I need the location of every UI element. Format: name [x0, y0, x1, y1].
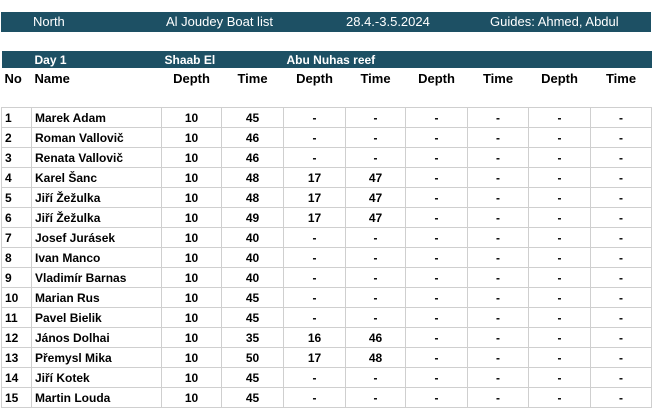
time-cell: 40 [222, 228, 284, 248]
depth-cell: 10 [162, 228, 222, 248]
time-cell: - [468, 368, 529, 388]
column-header-row [2, 68, 652, 88]
spacer-row [2, 88, 652, 108]
row-number: 8 [2, 248, 32, 268]
depth-cell: 10 [162, 348, 222, 368]
depth-cell: - [529, 288, 591, 308]
table-row [2, 288, 652, 308]
time-cell: - [591, 168, 652, 188]
diver-name: János Dolhai [32, 328, 162, 348]
depth-cell: 10 [162, 208, 222, 228]
depth-cell: - [284, 368, 346, 388]
time-cell: - [468, 248, 529, 268]
depth-cell: 10 [162, 108, 222, 128]
time-cell: - [346, 388, 406, 408]
table-row [2, 328, 652, 348]
depth-cell: - [406, 268, 468, 288]
time-cell: - [591, 348, 652, 368]
depth-cell: - [529, 368, 591, 388]
time-cell: - [346, 108, 406, 128]
row-number: 11 [2, 308, 32, 328]
diver-name: Jiří Kotek [32, 368, 162, 388]
depth-cell: - [406, 128, 468, 148]
row-number: 2 [2, 128, 32, 148]
depth-cell: - [529, 108, 591, 128]
guides-label: Guides: Ahmed, Abdul [490, 14, 619, 29]
time-cell: 50 [222, 348, 284, 368]
depth-cell: - [284, 388, 346, 408]
time-cell: - [468, 168, 529, 188]
row-number: 3 [2, 148, 32, 168]
dive-site-1: Shaab El [162, 51, 284, 68]
depth-cell: - [529, 388, 591, 408]
time-cell: 45 [222, 368, 284, 388]
depth-cell: 17 [284, 348, 346, 368]
time-cell: - [468, 268, 529, 288]
depth-cell: 10 [162, 268, 222, 288]
row-number: 1 [2, 108, 32, 128]
time-cell: - [468, 128, 529, 148]
depth-cell: - [284, 128, 346, 148]
time-cell: - [346, 288, 406, 308]
time-cell: - [591, 108, 652, 128]
day-label: Day 1 [32, 51, 162, 68]
diver-name: Karel Šanc [32, 168, 162, 188]
table-row [2, 268, 652, 288]
column-header: Time [360, 70, 391, 86]
diver-name: Renata Vallovič [32, 148, 162, 168]
time-cell: - [591, 268, 652, 288]
time-cell: 45 [222, 288, 284, 308]
column-header: Time [482, 70, 514, 86]
diver-name: Jiří Žežulka [32, 208, 162, 228]
depth-cell: 10 [162, 308, 222, 328]
depth-cell: - [284, 268, 346, 288]
depth-cell: - [284, 308, 346, 328]
depth-cell: - [529, 228, 591, 248]
boat-name: Al Joudey Boat list [166, 14, 273, 29]
row-number: 6 [2, 208, 32, 228]
title-bar [1, 12, 651, 32]
day-header-row [2, 51, 652, 68]
column-header: Name [34, 70, 70, 86]
time-cell: 46 [222, 128, 284, 148]
depth-cell: - [406, 168, 468, 188]
depth-cell: - [284, 288, 346, 308]
depth-cell: - [284, 248, 346, 268]
depth-cell: 10 [162, 188, 222, 208]
table-row [2, 168, 652, 188]
depth-cell: 10 [162, 288, 222, 308]
time-cell: - [468, 348, 529, 368]
diver-name: Marek Adam [32, 108, 162, 128]
depth-cell: - [406, 328, 468, 348]
table-row [2, 128, 652, 148]
time-cell: - [591, 228, 652, 248]
time-cell: - [346, 228, 406, 248]
depth-cell: - [529, 168, 591, 188]
depth-cell: - [284, 228, 346, 248]
time-cell: 45 [222, 388, 284, 408]
depth-cell: - [284, 108, 346, 128]
depth-cell: - [406, 108, 468, 128]
column-header: Time [237, 70, 268, 86]
time-cell: - [468, 188, 529, 208]
time-cell: - [591, 128, 652, 148]
time-cell: - [468, 288, 529, 308]
table-row [2, 388, 652, 408]
dive-log-table [1, 51, 652, 408]
column-header: Depth [418, 70, 455, 86]
row-number: 14 [2, 368, 32, 388]
time-cell: 48 [346, 348, 406, 368]
time-cell: - [346, 148, 406, 168]
row-number: 9 [2, 268, 32, 288]
time-cell: - [468, 308, 529, 328]
table-row [2, 248, 652, 268]
time-cell: 49 [222, 208, 284, 228]
time-cell: 45 [222, 108, 284, 128]
time-cell: - [591, 208, 652, 228]
depth-cell: - [406, 148, 468, 168]
time-cell: - [591, 248, 652, 268]
depth-cell: - [529, 328, 591, 348]
depth-cell: 10 [162, 328, 222, 348]
diver-name: Vladimír Barnas [32, 268, 162, 288]
row-number: 7 [2, 228, 32, 248]
time-cell: - [591, 368, 652, 388]
depth-cell: - [406, 348, 468, 368]
table-row [2, 308, 652, 328]
depth-cell: 10 [162, 128, 222, 148]
depth-cell: 10 [162, 148, 222, 168]
time-cell: - [591, 328, 652, 348]
depth-cell: - [529, 188, 591, 208]
depth-cell: - [529, 308, 591, 328]
depth-cell: - [406, 288, 468, 308]
time-cell: 45 [222, 308, 284, 328]
depth-cell: - [529, 208, 591, 228]
time-cell: - [591, 148, 652, 168]
row-number: 5 [2, 188, 32, 208]
depth-cell: 10 [162, 248, 222, 268]
depth-cell: 10 [162, 388, 222, 408]
depth-cell: - [406, 388, 468, 408]
time-cell: - [468, 328, 529, 348]
time-cell: - [346, 128, 406, 148]
time-cell: 47 [346, 208, 406, 228]
time-cell: - [468, 388, 529, 408]
time-cell: 48 [222, 188, 284, 208]
diver-name: Ivan Manco [32, 248, 162, 268]
diver-name: Josef Jurásek [32, 228, 162, 248]
row-number: 4 [2, 168, 32, 188]
depth-cell: - [406, 308, 468, 328]
depth-cell: - [529, 268, 591, 288]
row-number: 10 [2, 288, 32, 308]
column-header: No [4, 70, 22, 86]
trip-dates: 28.4.-3.5.2024 [346, 14, 430, 29]
time-cell: - [591, 288, 652, 308]
depth-cell: - [406, 188, 468, 208]
table-row [2, 108, 652, 128]
time-cell: - [346, 368, 406, 388]
time-cell: 35 [222, 328, 284, 348]
diver-name: Roman Vallovič [32, 128, 162, 148]
column-header: Time [605, 70, 637, 86]
time-cell: - [346, 268, 406, 288]
table-row [2, 348, 652, 368]
time-cell: - [591, 308, 652, 328]
table-row [2, 208, 652, 228]
depth-cell: - [529, 128, 591, 148]
time-cell: - [468, 228, 529, 248]
time-cell: - [591, 388, 652, 408]
depth-cell: - [406, 368, 468, 388]
time-cell: 47 [346, 168, 406, 188]
dive-site-2: Abu Nuhas reef [284, 51, 406, 68]
time-cell: - [468, 148, 529, 168]
depth-cell: 16 [284, 328, 346, 348]
diver-name: Marian Rus [32, 288, 162, 308]
diver-name: Martin Louda [32, 388, 162, 408]
depth-cell: 17 [284, 168, 346, 188]
diver-name: Jiří Žežulka [32, 188, 162, 208]
time-cell: - [468, 208, 529, 228]
depth-cell: - [529, 148, 591, 168]
time-cell: - [346, 248, 406, 268]
time-cell: - [591, 188, 652, 208]
depth-cell: - [529, 248, 591, 268]
diver-name: Pavel Bielik [32, 308, 162, 328]
location-label: North [33, 14, 65, 29]
column-header: Depth [173, 70, 210, 86]
depth-cell: - [406, 228, 468, 248]
table-row [2, 188, 652, 208]
depth-cell: 17 [284, 188, 346, 208]
depth-cell: - [406, 248, 468, 268]
column-header: Depth [296, 70, 333, 86]
time-cell: - [468, 108, 529, 128]
time-cell: - [346, 308, 406, 328]
time-cell: 48 [222, 168, 284, 188]
row-number: 12 [2, 328, 32, 348]
time-cell: 40 [222, 268, 284, 288]
row-number: 13 [2, 348, 32, 368]
time-cell: 46 [222, 148, 284, 168]
table-row [2, 368, 652, 388]
time-cell: 47 [346, 188, 406, 208]
depth-cell: 10 [162, 368, 222, 388]
table-row [2, 228, 652, 248]
depth-cell: - [284, 148, 346, 168]
depth-cell: - [529, 348, 591, 368]
depth-cell: 10 [162, 168, 222, 188]
time-cell: 46 [346, 328, 406, 348]
diver-name: Přemysl Mika [32, 348, 162, 368]
depth-cell: 17 [284, 208, 346, 228]
depth-cell: - [406, 208, 468, 228]
time-cell: 40 [222, 248, 284, 268]
row-number: 15 [2, 388, 32, 408]
column-header: Depth [541, 70, 578, 86]
table-row [2, 148, 652, 168]
